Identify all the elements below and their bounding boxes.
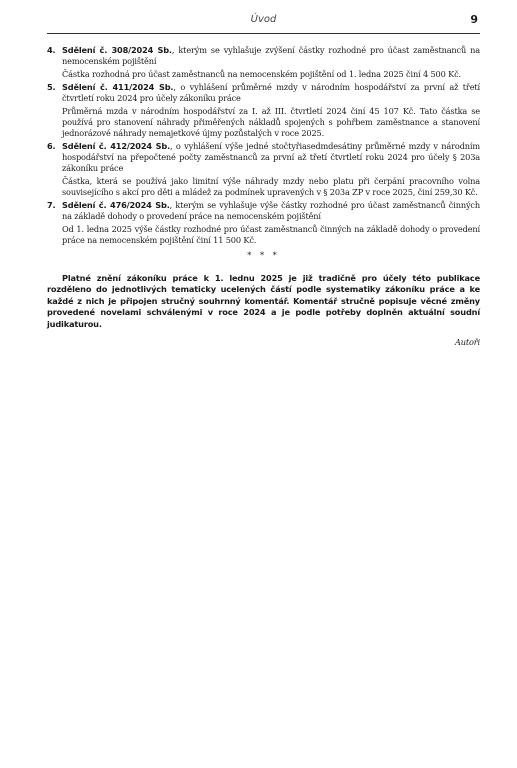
closing-paragraph: Platné znění zákoníku práce k 1. lednu 2025 je již tradičně pro účely této publikace rozděleno do jednotlivých tematicky ucelených částí podle systematiky zákoníku práce a ke každé z nich je připojen stručný souhrnný komentář. Komentář stručně popisuje věcné změny provedené novelami schválenými v roce 2024 a je podle potřeby doplněn aktuální soudní judikaturou. <box>47 273 480 329</box>
list-item <box>47 141 480 198</box>
item-heading-text: , kterým se vyhlašuje výše částky rozhodné pro účast zaměstnanců činných na základě dohody o provedení práce na nemocenském pojištění <box>62 200 480 221</box>
item-reference: Sdělení č. 476/2024 Sb. <box>62 200 170 210</box>
item-heading-text: , o vyhlášení průměrné mzdy v národním hospodářství za první až třetí čtvrtletí roku 2024 pro účely zákoníku práce <box>62 82 480 103</box>
item-number: 4. <box>47 45 56 55</box>
item-reference: Sdělení č. 308/2024 Sb. <box>62 45 172 55</box>
item-detail: Částka rozhodná pro účast zaměstnanců na nemocenském pojištění od 1. ledna 2025 činí 4 500 Kč. <box>62 69 461 79</box>
item-heading <box>62 82 480 104</box>
item-detail: Částka, která se používá jako limitní výše náhrady mzdy nebo platu při čerpání pracovního volna souvisejícího s akcí pro děti a mládež za podmínek upravených v § 203a ZP v roce 2025, činí 259,30 Kč. <box>62 176 480 197</box>
item-reference: Sdělení č. 412/2024 Sb. <box>62 141 171 151</box>
signature: Autoři <box>454 337 480 348</box>
list-item <box>47 45 480 80</box>
item-heading-text: , kterým se vyhlašuje zvýšení částky rozhodné pro účast zaměstnanců na nemocenském pojištění <box>62 45 481 66</box>
header-title: Úvod <box>250 14 277 25</box>
item-number: 7. <box>47 200 56 210</box>
page-number: 9 <box>470 13 478 26</box>
list-item <box>47 82 480 139</box>
running-header <box>47 13 480 34</box>
item-detail: Průměrná mzda v národním hospodářství za I. až III. čtvrtletí 2024 činí 45 107 Kč. Tato částka se používá pro stanovení náhrady přiměřených nákladů spojených s pohřbem zaměstnance a stanovení jednorázové náhrady nemajetkové újmy pozůstalých v roce 2025. <box>62 106 480 138</box>
item-detail: Od 1. ledna 2025 výše částky rozhodné pro účast zaměstnanců činných na základě dohody o provedení práce na nemocenském pojištění činí 11 500 Kč. <box>62 224 480 245</box>
item-reference: Sdělení č. 411/2024 Sb. <box>62 82 174 92</box>
item-heading-text: , o vyhlášení výše jedné stočtyřiasedmdesátiny průměrné mzdy v národním hospodářství na přepočtené počty zaměstnanců za první až třetí čtvrtletí roku 2024 pro účely § 203a zákoníku práce <box>62 141 480 173</box>
page-content <box>47 45 480 348</box>
item-number: 6. <box>47 141 56 151</box>
item-heading <box>62 200 480 222</box>
item-heading <box>62 141 480 174</box>
item-number: 5. <box>47 82 56 92</box>
list-item <box>47 200 480 246</box>
item-heading <box>62 45 480 67</box>
section-separator: * * * <box>247 250 280 260</box>
